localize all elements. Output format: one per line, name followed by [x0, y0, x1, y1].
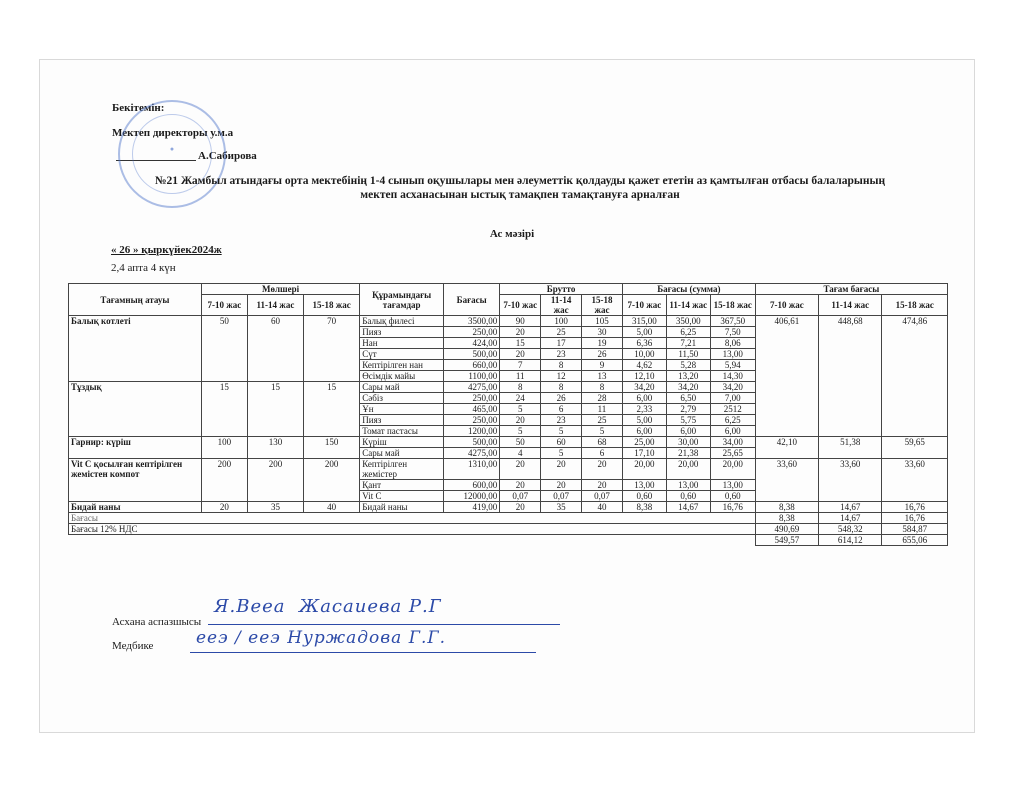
col-dish-price-age3: 15-18 жас [882, 295, 948, 316]
gross-value: 40 [582, 502, 623, 513]
school-seal-stamp: ● [118, 100, 226, 208]
final-value: 614,12 [819, 535, 882, 546]
ingredient-name: Пияз [360, 415, 444, 426]
sum-value: 8,38 [622, 502, 666, 513]
dish-price-value: 406,61 [755, 316, 818, 437]
dish-price-value: 42,10 [755, 437, 818, 459]
dish-price-value: 33,60 [755, 459, 818, 502]
gross-value: 5 [500, 404, 541, 415]
gross-value: 25 [582, 415, 623, 426]
sum-value: 5,00 [622, 327, 666, 338]
sum-value: 12,10 [622, 371, 666, 382]
col-gross-age3: 15-18 жас [582, 295, 623, 316]
table-row [69, 502, 948, 513]
sum-value: 6,36 [622, 338, 666, 349]
gross-value: 26 [582, 349, 623, 360]
sum-value: 2512 [710, 404, 755, 415]
col-ingredients: Құрамындағы тағамдар [360, 284, 444, 316]
gross-value: 8 [541, 382, 582, 393]
dish-amount: 150 [304, 437, 360, 459]
sum-value: 6,50 [666, 393, 710, 404]
col-dish-price-age1: 7-10 жас [755, 295, 818, 316]
sum-value: 14,30 [710, 371, 755, 382]
dish-name: Тұздық [69, 382, 202, 437]
gross-value: 20 [541, 459, 582, 480]
vat-row [69, 524, 948, 535]
vat-label: Бағасы 12% НДС [69, 524, 756, 535]
ingredient-price: 419,00 [444, 502, 500, 513]
gross-value: 50 [500, 437, 541, 448]
sum-value: 14,67 [666, 502, 710, 513]
gross-value: 105 [582, 316, 623, 327]
col-amount-age3: 15-18 жас [304, 295, 360, 316]
gross-value: 20 [500, 327, 541, 338]
sum-value: 315,00 [622, 316, 666, 327]
sum-value: 11,50 [666, 349, 710, 360]
sum-value: 6,00 [710, 426, 755, 437]
sum-value: 2,33 [622, 404, 666, 415]
dish-amount: 35 [247, 502, 303, 513]
sum-value: 6,25 [666, 327, 710, 338]
menu-table-body [69, 316, 948, 546]
dish-amount: 200 [247, 459, 303, 502]
sum-value: 6,00 [666, 426, 710, 437]
sum-value: 0,60 [666, 491, 710, 502]
dish-name: Vit C қосылған кептірілген жемістен компот [69, 459, 202, 502]
vat-value: 490,69 [755, 524, 818, 535]
sum-value: 5,94 [710, 360, 755, 371]
col-gross-age1: 7-10 жас [500, 295, 541, 316]
ingredient-name: Сары май [360, 382, 444, 393]
ingredient-name: Vit C [360, 491, 444, 502]
gross-value: 8 [541, 360, 582, 371]
col-amount: Мөлшері [201, 284, 359, 295]
sum-value: 16,76 [710, 502, 755, 513]
dish-amount: 40 [304, 502, 360, 513]
gross-value: 20 [582, 459, 623, 480]
gross-value: 8 [582, 382, 623, 393]
ingredient-price: 660,00 [444, 360, 500, 371]
col-dish: Тағамның атауы [69, 284, 202, 316]
gross-value: 25 [541, 327, 582, 338]
dish-price-value: 33,60 [819, 459, 882, 502]
totals-row [69, 513, 948, 524]
ingredient-price: 4275,00 [444, 382, 500, 393]
dish-price-value: 14,67 [819, 502, 882, 513]
gross-value: 19 [582, 338, 623, 349]
dish-name: Бидай наны [69, 502, 202, 513]
final-value: 549,57 [755, 535, 818, 546]
menu-week-day: 2,4 апта 4 күн [111, 262, 176, 274]
sum-value: 21,38 [666, 448, 710, 459]
ingredient-price: 1200,00 [444, 426, 500, 437]
gross-value: 6 [541, 404, 582, 415]
gross-value: 7 [500, 360, 541, 371]
dish-amount: 15 [304, 382, 360, 437]
sum-value: 13,00 [710, 349, 755, 360]
ingredient-price: 1100,00 [444, 371, 500, 382]
dish-price-value: 16,76 [882, 502, 948, 513]
final-row [69, 535, 948, 546]
sum-value: 34,20 [666, 382, 710, 393]
sum-value: 2,79 [666, 404, 710, 415]
ingredient-price: 250,00 [444, 393, 500, 404]
cook-label: Асхана аспазшысы [112, 616, 202, 628]
gross-value: 20 [500, 502, 541, 513]
col-gross-age2: 11-14 жас [541, 295, 582, 316]
gross-value: 5 [582, 426, 623, 437]
gross-value: 30 [582, 327, 623, 338]
ingredient-price: 500,00 [444, 437, 500, 448]
gross-value: 23 [541, 415, 582, 426]
dish-amount: 20 [201, 502, 247, 513]
gross-value: 12 [541, 371, 582, 382]
ingredient-price: 4275,00 [444, 448, 500, 459]
sum-value: 13,20 [666, 371, 710, 382]
gross-value: 8 [500, 382, 541, 393]
gross-value: 20 [500, 349, 541, 360]
col-sum-age1: 7-10 жас [622, 295, 666, 316]
ingredient-price: 3500,00 [444, 316, 500, 327]
cook-signature: Я.Вееа Жасаиева Р.Г [214, 596, 442, 617]
gross-value: 11 [500, 371, 541, 382]
ingredient-price: 250,00 [444, 327, 500, 338]
ingredient-name: Пияз [360, 327, 444, 338]
sum-value: 7,50 [710, 327, 755, 338]
document-heading [120, 174, 920, 202]
school-line-1: №21 Жамбыл атындағы орта мектебінің 1-4 сынып оқушылары мен әлеуметтік қолдауды қажет ететін аз қамтылған отбасы балаларының [154, 175, 886, 187]
col-sum-age3: 15-18 жас [710, 295, 755, 316]
sum-value: 20,00 [710, 459, 755, 480]
ingredient-price: 465,00 [444, 404, 500, 415]
dish-amount: 100 [201, 437, 247, 459]
dish-amount: 50 [201, 316, 247, 382]
dish-amount: 15 [247, 382, 303, 437]
sum-value: 30,00 [666, 437, 710, 448]
dish-price-value: 448,68 [819, 316, 882, 437]
final-spacer [69, 535, 756, 546]
gross-value: 26 [541, 393, 582, 404]
ingredient-name: Ұн [360, 404, 444, 415]
sum-value: 367,50 [710, 316, 755, 327]
gross-value: 13 [582, 371, 623, 382]
director-name: А.Сабирова [198, 150, 257, 162]
gross-value: 60 [541, 437, 582, 448]
ingredient-name: Сары май [360, 448, 444, 459]
dish-amount: 15 [201, 382, 247, 437]
sum-value: 6,00 [622, 426, 666, 437]
ingredient-name: Томат пастасы [360, 426, 444, 437]
final-value: 655,06 [882, 535, 948, 546]
sum-value: 13,00 [622, 480, 666, 491]
sum-value: 0,60 [622, 491, 666, 502]
ingredient-name: Сәбіз [360, 393, 444, 404]
ingredient-name: Нан [360, 338, 444, 349]
sum-value: 5,75 [666, 415, 710, 426]
gross-value: 15 [500, 338, 541, 349]
col-gross: Брутто [500, 284, 623, 295]
school-line-2: мектеп асханасынан ыстық тамақпен тамақтануға арналған [360, 189, 680, 201]
gross-value: 0,07 [582, 491, 623, 502]
col-price: Бағасы [444, 284, 500, 316]
sum-value: 13,00 [710, 480, 755, 491]
approval-heading: Бекітемін: [112, 102, 165, 114]
gross-value: 6 [582, 448, 623, 459]
table-row [69, 437, 948, 448]
sum-value: 350,00 [666, 316, 710, 327]
ingredient-price: 424,00 [444, 338, 500, 349]
cook-signature-line [208, 624, 560, 625]
ingredient-name: Балық филесі [360, 316, 444, 327]
menu-date: « 26 » қыркүйек2024ж [111, 244, 222, 256]
gross-value: 5 [500, 426, 541, 437]
ingredient-price: 500,00 [444, 349, 500, 360]
totals-label: Бағасы [69, 513, 756, 524]
dish-price-value: 51,38 [819, 437, 882, 459]
sum-value: 5,00 [622, 415, 666, 426]
sum-value: 34,20 [622, 382, 666, 393]
sum-value: 6,25 [710, 415, 755, 426]
gross-value: 5 [541, 426, 582, 437]
ingredient-name: Күріш [360, 437, 444, 448]
gross-value: 4 [500, 448, 541, 459]
total-value: 16,76 [882, 513, 948, 524]
gross-value: 5 [541, 448, 582, 459]
gross-value: 11 [582, 404, 623, 415]
ingredient-name: Кептірілген нан [360, 360, 444, 371]
table-row [69, 316, 948, 327]
dish-amount: 200 [304, 459, 360, 502]
gross-value: 100 [541, 316, 582, 327]
gross-value: 23 [541, 349, 582, 360]
medic-signature-line [190, 652, 536, 653]
gross-value: 24 [500, 393, 541, 404]
ingredient-price: 600,00 [444, 480, 500, 491]
dish-name: Балық котлеті [69, 316, 202, 382]
sum-value: 34,00 [710, 437, 755, 448]
dish-price-value: 59,65 [882, 437, 948, 459]
ingredient-name: Сүт [360, 349, 444, 360]
medic-label: Медбике [112, 640, 154, 652]
sum-value: 20,00 [666, 459, 710, 480]
ingredient-name: Өсімдік майы [360, 371, 444, 382]
vat-value: 548,32 [819, 524, 882, 535]
ingredient-name: Қант [360, 480, 444, 491]
sum-value: 8,06 [710, 338, 755, 349]
gross-value: 68 [582, 437, 623, 448]
sum-value: 7,00 [710, 393, 755, 404]
sum-value: 20,00 [622, 459, 666, 480]
menu-table [68, 283, 948, 546]
ingredient-price: 250,00 [444, 415, 500, 426]
ingredient-price: 1310,00 [444, 459, 500, 480]
gross-value: 20 [582, 480, 623, 491]
total-value: 8,38 [755, 513, 818, 524]
gross-value: 20 [541, 480, 582, 491]
col-sum-age2: 11-14 жас [666, 295, 710, 316]
sum-value: 6,00 [622, 393, 666, 404]
dish-name: Гарнир: күріш [69, 437, 202, 459]
table-row [69, 459, 948, 480]
col-amount-age2: 11-14 жас [247, 295, 303, 316]
medic-signature: ееэ / ееэ Нуржадова Г.Г. [196, 628, 447, 648]
gross-value: 9 [582, 360, 623, 371]
sum-value: 34,20 [710, 382, 755, 393]
gross-value: 0,07 [541, 491, 582, 502]
director-title: Мектеп директоры у.м.а [112, 127, 234, 139]
total-value: 14,67 [819, 513, 882, 524]
dish-amount: 70 [304, 316, 360, 382]
gross-value: 35 [541, 502, 582, 513]
gross-value: 20 [500, 459, 541, 480]
gross-value: 90 [500, 316, 541, 327]
col-price-sum: Бағасы (сумма) [622, 284, 755, 295]
ingredient-name: Кептірілген жемістер [360, 459, 444, 480]
gross-value: 28 [582, 393, 623, 404]
col-dish-price: Тағам бағасы [755, 284, 947, 295]
dish-amount: 130 [247, 437, 303, 459]
sum-value: 7,21 [666, 338, 710, 349]
dish-amount: 200 [201, 459, 247, 502]
col-dish-price-age2: 11-14 жас [819, 295, 882, 316]
menu-title: Ас мәзірі [489, 228, 535, 240]
gross-value: 17 [541, 338, 582, 349]
sum-value: 4,62 [622, 360, 666, 371]
vat-value: 584,87 [882, 524, 948, 535]
dish-price-value: 8,38 [755, 502, 818, 513]
col-amount-age1: 7-10 жас [201, 295, 247, 316]
dish-amount: 60 [247, 316, 303, 382]
gross-value: 20 [500, 415, 541, 426]
ingredient-name: Бидай наны [360, 502, 444, 513]
sum-value: 17,10 [622, 448, 666, 459]
sum-value: 0,60 [710, 491, 755, 502]
sum-value: 25,00 [622, 437, 666, 448]
gross-value: 0,07 [500, 491, 541, 502]
sum-value: 10,00 [622, 349, 666, 360]
ingredient-price: 12000,00 [444, 491, 500, 502]
sum-value: 5,28 [666, 360, 710, 371]
gross-value: 20 [500, 480, 541, 491]
dish-price-value: 474,86 [882, 316, 948, 437]
sum-value: 13,00 [666, 480, 710, 491]
dish-price-value: 33,60 [882, 459, 948, 502]
sum-value: 25,65 [710, 448, 755, 459]
